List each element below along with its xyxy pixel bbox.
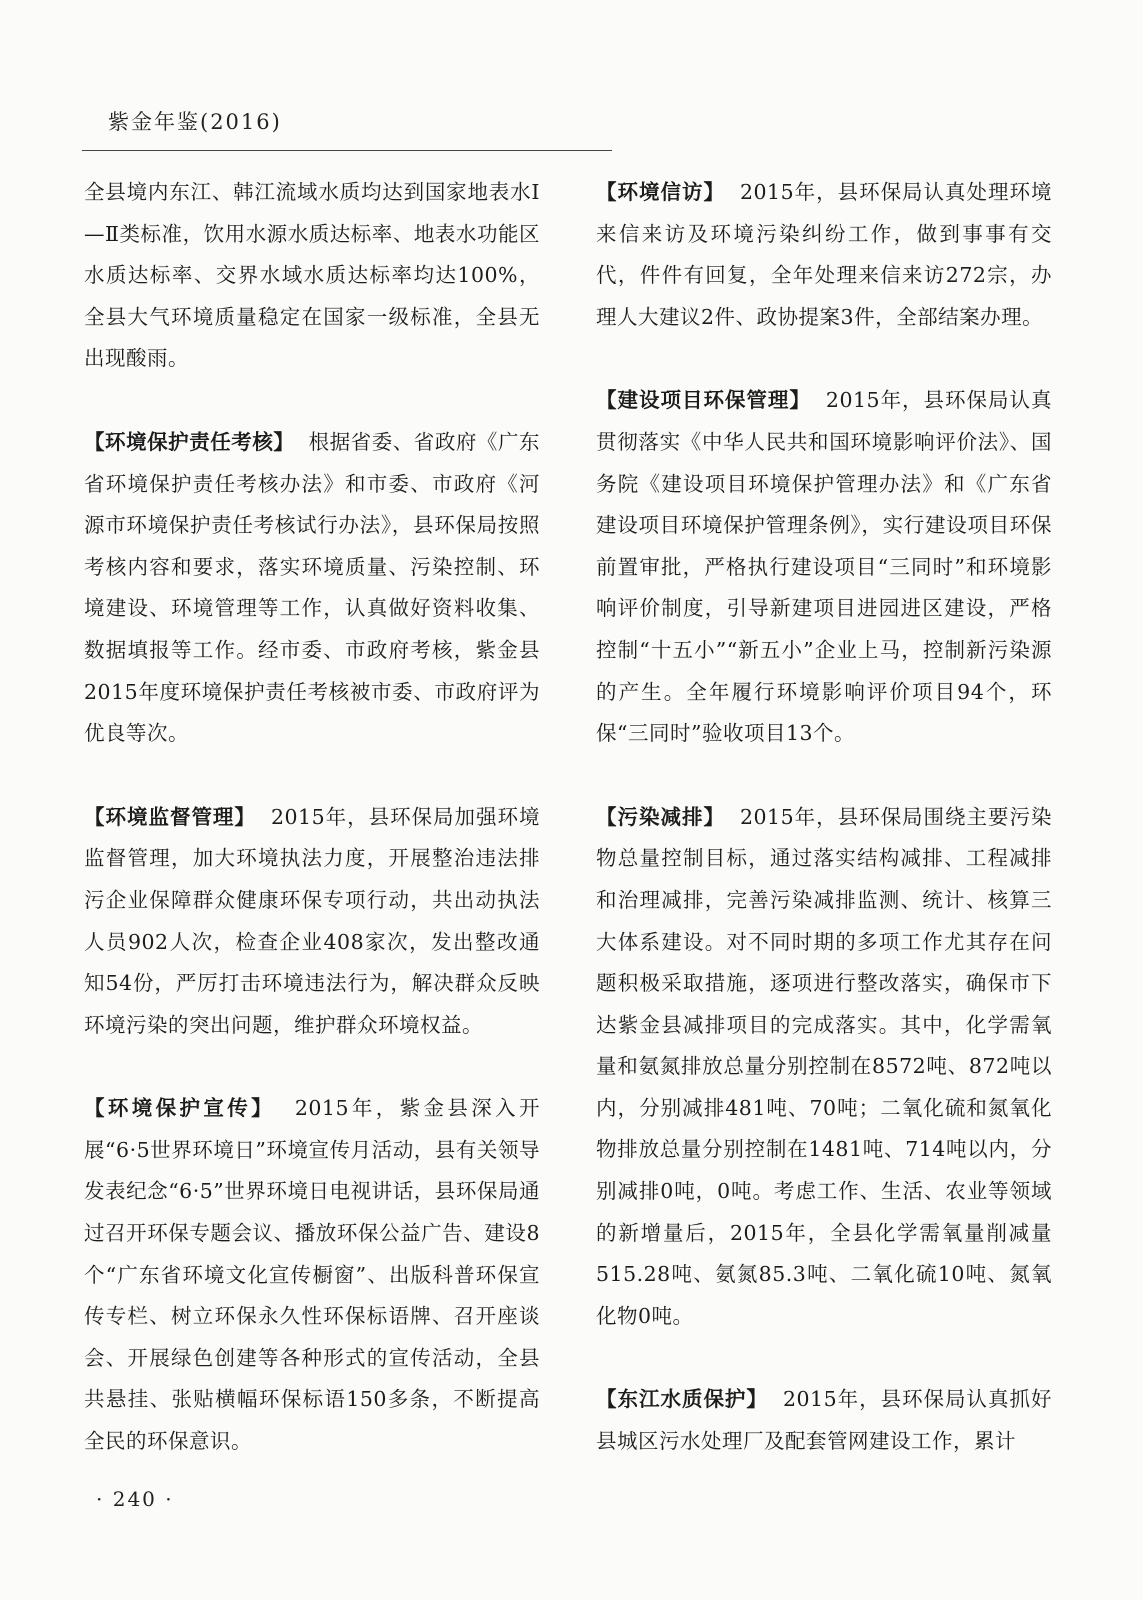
section-text: 根据省委、省政府《广东省环境保护责任考核办法》和市委、市政府《河源市环境保护责任考核试行办法》，县环保局按照考核内容和要求，落实环境质量、污染控制、环境建设、环境管理等工作，认真做好资料收集、数据填报等工作。经市委、市政府考核，紫金县2015年度环境保护责任考核被市委、市政府评为优良等次。: [84, 429, 540, 746]
section-heading: 【环境保护宣传】: [84, 1096, 276, 1121]
section-publicity: [84, 1088, 540, 1462]
left-column: [84, 172, 540, 1505]
section-body: [84, 172, 540, 380]
section-petitions: [596, 172, 1052, 338]
section-body: [84, 1088, 540, 1462]
section-text: 2015年，县环保局认真抓好县城区污水处理厂及配套管网建设工作，累计: [596, 1387, 1052, 1454]
page-number: · 240 ·: [96, 1487, 174, 1511]
section-heading: 【环境监督管理】: [84, 804, 256, 829]
section-emission-reduction: [596, 797, 1052, 1338]
right-column: [596, 172, 1052, 1505]
running-title: 紫金年鉴(2016): [108, 110, 282, 134]
section-body: [596, 172, 1052, 338]
section-supervision: [84, 797, 540, 1047]
section-heading: 【东江水质保护】: [596, 1387, 768, 1412]
section-body: [84, 422, 540, 755]
section-heading: 【建设项目环保管理】: [596, 388, 811, 413]
section-text: 全县境内东江、韩江流域水质均达到国家地表水Ⅰ—Ⅱ类标准，饮用水源水质达标率、地表水功能区水质达标率、交界水域水质达标率均达100%，全县大气环境质量稳定在国家一级标准，全县无出现酸雨。: [84, 180, 540, 371]
section-responsibility-assessment: [84, 422, 540, 755]
section-heading: 【环境信访】: [596, 180, 725, 204]
section-text: 2015年，县环保局认真贯彻落实《中华人民共和国环境影响评价法》、国务院《建设项目环境保护管理办法》和《广东省建设项目环境保护管理条例》，实行建设项目环保前置审批，严格执行建设项目“三同时”和环境影响评价制度，引导新建项目进园进区建设，严格控制“十五小”“新五小”企业上马，控制新污染源的产生。全年履行环境影响评价项目94个，环保“三同时”验收项目13个。: [596, 388, 1052, 746]
section-dongjiang-water: [596, 1379, 1052, 1462]
section-body: [596, 380, 1052, 754]
section-text: 2015年，县环保局围绕主要污染物总量控制目标，通过落实结构减排、工程减排和治理减排，完善污染减排监测、统计、核算三大体系建设。对不同时期的多项工作尤其存在问题积极采取措施，逐项进行整改落实，确保市下达紫金县减排项目的完成落实。其中，化学需氧量和氨氮排放总量分别控制在8572吨、872吨以内，分别减排481吨、70吨；二氧化硫和氮氧化物排放总量分别控制在1481吨、714吨以内，分别减排0吨，0吨。考虑工作、生活、农业等领域的新增量后，2015年，全县化学需氧量削减量515.28吨、氨氮85.3吨、二氧化硫10吨、氮氧化物0吨。: [596, 804, 1052, 1328]
header-rule: [82, 150, 612, 151]
section-body: [84, 797, 540, 1047]
section-heading: 【污染减排】: [596, 804, 725, 829]
section-text: 2015年，县环保局加强环境监督管理，加大环境执法力度，开展整治违法排污企业保障群众健康环保专项行动，共出动执法人员902人次，检查企业408家次，发出整改通知54份，严厉打击环境违法行为，解决群众反映环境污染的突出问题，维护群众环境权益。: [84, 804, 540, 1037]
section-water-quality: [84, 172, 540, 380]
section-body: [596, 1379, 1052, 1462]
section-text: 2015年，紫金县深入开展“6·5世界环境日”环境宣传月活动，县有关领导发表纪念“6·5”世界环境日电视讲话，县环保局通过召开环保专题会议、播放环保公益广告、建设8个“广东省环境文化宣传橱窗”、出版科普环保宣传专栏、树立环保永久性环保标语牌、召开座谈会、开展绿色创建等各种形式的宣传活动，全县共悬挂、张贴横幅环保标语150多条，不断提高全民的环保意识。: [84, 1096, 540, 1454]
section-heading: 【环境保护责任考核】: [84, 429, 295, 454]
section-text: 2015年，县环保局认真处理环境来信来访及环境污染纠纷工作，做到事事有交代，件件有回复，全年处理来信来访272宗，办理人大建议2件、政协提案3件，全部结案办理。: [596, 180, 1052, 329]
section-body: [596, 797, 1052, 1338]
section-project-management: [596, 380, 1052, 754]
